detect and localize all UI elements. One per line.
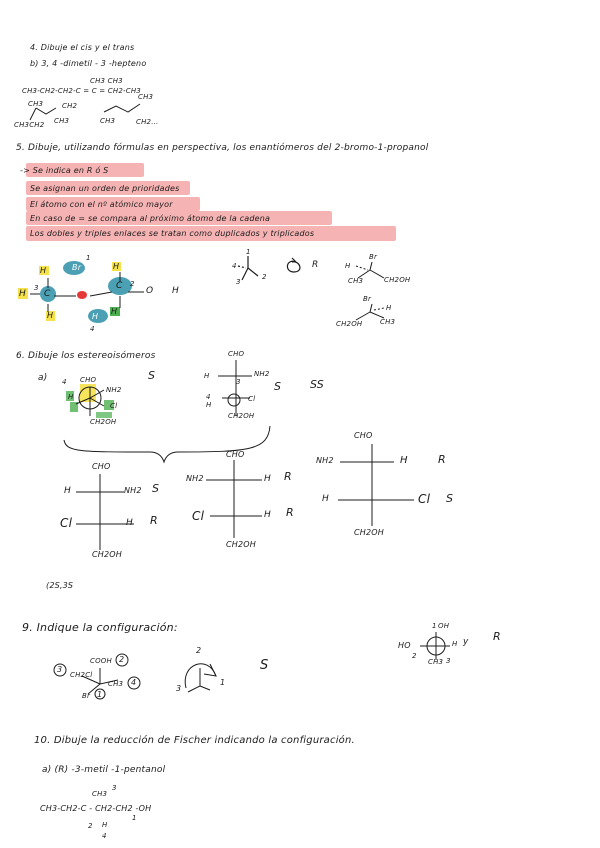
f1-top: CHO [92,462,111,471]
q5-sketch-2: 2 [262,273,267,281]
q9-newman-oh: OH [438,622,450,630]
q6-s-label-2: S [274,380,282,393]
q6-fischer-ch2oh: CH2OH [228,412,255,420]
q5-persp1-h: H [345,262,351,270]
q4-item-b: b) 3, 4 -dimetil - 3 -hepteno [30,59,147,68]
q9-arrow-1: 1 [220,678,226,687]
q9-newman-ho: HO [398,641,411,650]
q6-newman-cho: CHO [80,376,97,384]
q4-ch2-right: CH2... [136,118,159,126]
q4-ch2-left: CH2 [62,102,78,110]
q9-newman-ch3: CH3 [428,658,444,666]
q6-item-a: a) [38,373,48,383]
f3-r1-label: R [438,453,446,466]
f2-r1-left: NH2 [186,474,204,483]
q9-answer-s: S [260,658,269,673]
f2-r1-right: H [264,474,271,484]
q5-sketch-1: 1 [246,248,251,256]
q5-r-label: R [312,260,319,270]
q9-c2: 2 [119,655,125,664]
q9-newman-2: 2 [412,652,417,660]
q5-h-oh: H [172,286,179,296]
f2-bottom: CH2OH [226,540,257,549]
q5-h-top-left: H [40,266,47,275]
q5-persp1-br: Br [369,253,378,261]
q5-o-label: O [146,286,154,296]
q6-ss-label: SS [310,378,324,391]
f2-r2-right: H [264,510,271,520]
q6-s-label-1: S [148,369,156,382]
q10-item-a: a) (R) -3-metil -1-pentanol [42,765,166,775]
f2-top: CHO [226,450,245,459]
q10-chain: CH3-CH2-C - CH2-CH2 -OH [40,804,152,813]
q5-h-bottom-right: H [111,307,118,316]
q5-sketch-3: 3 [236,278,241,286]
q5-h-bottom-left: H [47,311,54,320]
q10-num-1: 1 [132,814,137,822]
q5-persp2-ch3: CH3 [380,318,396,326]
q6-newman-num4: 4 [62,378,67,386]
f3-top: CHO [354,431,373,440]
q6-newman-nh2: NH2 [106,386,122,394]
q4-header: 4. Dibuje el cis y el trans [30,43,135,52]
q9-ch3: CH3 [108,680,124,688]
q5-h-left: H [19,289,26,299]
f3-r2-right: Cl [418,492,431,506]
f1-r2-left: Cl [60,516,73,530]
q5-persp2-ch2oh: CH2OH [336,320,363,328]
q9-newman-y: y [463,637,469,647]
q5-br-label: Br [72,263,82,272]
f3-r1-left: NH2 [316,456,334,465]
q9-ch2cl: CH2Cl [70,671,93,679]
q9-newman-1: 1 [432,622,437,630]
q9-newman-h: H [452,640,458,648]
q5-sketch-4: 4 [232,262,237,270]
f2-r2-left: Cl [192,509,205,523]
q5-num-2: 2 [130,280,135,288]
q9-br: Br [82,692,91,700]
q4-ch3-right-top: CH3 [138,93,154,101]
q9-arrow-2: 2 [196,646,202,655]
q10-header: 10. Dibuje la reducción de Fischer indicando la configuración. [34,735,355,746]
q5-num-1: 1 [86,254,91,262]
q5-header: 5. Dibuje, utilizando fórmulas en perspectiva, los enantiómeros del 2-bromo-1-propanol [16,143,429,153]
q6-newman-ch2oh: CH2OH [90,418,117,426]
f3-r1-right: H [400,455,408,466]
q9-c4: 4 [131,678,137,687]
q5-persp1-ch3: CH3 [348,277,364,285]
q4-struct-main: CH3-CH2-CH2-C = C = CH2-CH3 [22,87,141,95]
q5-h-bottom: H [92,312,99,321]
q5-rule-2: El átomo con el nº atómico mayor [30,200,173,209]
q10-num-3: 3 [112,784,117,792]
q4-ch3-left-bottom: CH3 [54,117,70,125]
f1-r1-label: S [152,482,160,495]
q5-c-right: C [116,281,123,291]
q9-c3: 3 [57,665,63,674]
f1-bottom: CH2OH [92,550,123,559]
f3-r2-label: S [446,492,454,505]
q10-num-4: 4 [102,832,107,840]
q5-persp2-br: Br [363,295,372,303]
f3-bottom: CH2OH [354,528,385,537]
q6-header: 6. Dibuje los estereoisómeros [16,351,156,361]
q4-ch3-left-top: CH3 [28,100,44,108]
q6-fischer-nh2: NH2 [254,370,270,378]
q5-num-4: 4 [90,325,95,333]
q10-ch3: CH3 [92,790,108,798]
q6-fischer-num3: 3 [236,378,241,386]
f1-r1-left: H [64,486,71,496]
q5-h-top-right: H [113,262,120,271]
q4-ch3-right-bottom: CH3 [100,117,116,125]
q5-num-3: 3 [34,284,39,292]
q6-fischer-cho: CHO [228,350,245,358]
q9-c1: 1 [97,690,103,699]
q6-newman-h: H [68,393,74,401]
q5-rule-3: En caso de = se compara al próximo átomo de la cadena [30,214,271,223]
f1-r2-right: H [126,518,133,528]
q10-num-2: 2 [88,822,93,830]
f3-r2-left: H [322,494,329,504]
q6-summary: (2S,3S [46,581,74,590]
q5-rule-1: Se asignan un orden de prioridades [30,184,180,193]
q6-fischer-h2: H [206,401,212,409]
q9-arrow-3: 3 [176,684,182,693]
q6-newman-cl: Cl [110,402,118,410]
q6-fischer-num4: 4 [206,393,211,401]
q9-cooh: COOH [90,657,112,665]
q6-fischer-cl: Cl [248,395,256,403]
q9-newman-3: 3 [446,657,451,665]
q5-c-left: C [44,289,51,299]
q5-persp1-ch2oh: CH2OH [384,276,411,284]
q9-header: 9. Indique la configuración: [22,621,178,634]
q4-ch3ch2-left: CH3CH2 [14,121,45,129]
q10-h: H [102,821,108,829]
f1-r2-label: R [150,514,158,527]
f2-r1-label: R [284,470,292,483]
q9-answer-r: R [493,630,501,643]
q5-persp2-h: H [386,304,392,312]
q5-rule-4: Los dobles y triples enlaces se tratan como duplicados y triplicados [30,229,315,238]
f1-r1-right: NH2 [124,486,142,495]
q5-rule-0: -> Se indica en R ó S [20,166,109,175]
q4-struct-top: CH3 CH3 [90,77,123,85]
q6-fischer-h-left: H [204,372,210,380]
f2-r2-label: R [286,506,294,519]
